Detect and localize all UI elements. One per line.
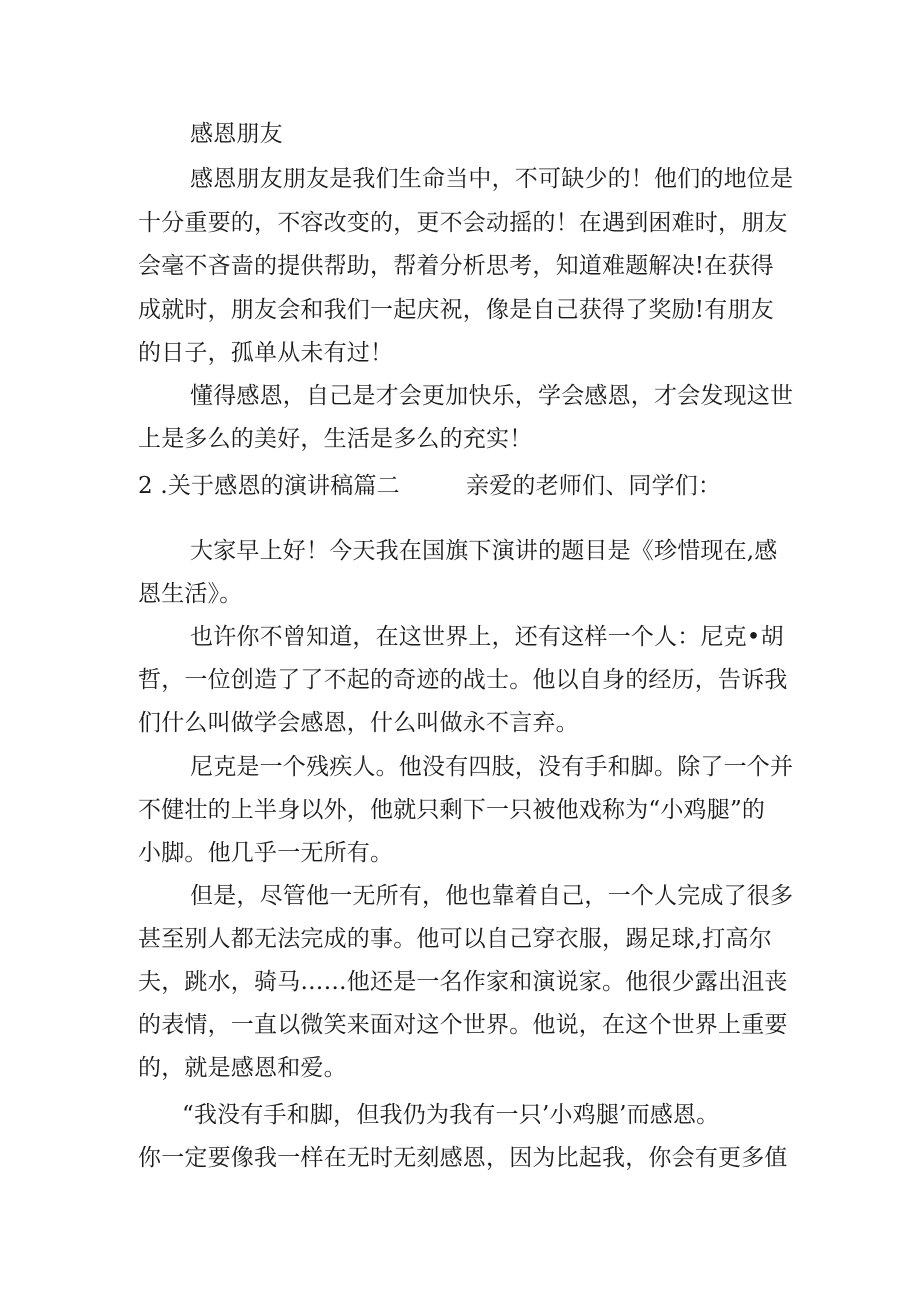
paragraph-line: 的，就是感恩和爱。 (138, 1055, 347, 1081)
paragraph-line: 也许你不曾知道，在这世界上，还有这样一个人：尼克•胡 (190, 624, 784, 650)
paragraph-line: “我没有手和脚，但我仍为我有一只’小鸡腿’而感恩。 (182, 1102, 720, 1128)
paragraph-line: 恩生活》。 (138, 581, 243, 607)
paragraph-line: 哲，一位创造了了不起的奇迹的战士。他以自身的经历，告诉我 (138, 667, 788, 693)
paragraph-line: 大家早上好！今天我在国旗下演讲的题目是《珍惜现在,感 (190, 538, 778, 564)
salutation: 亲爱的老师们、同学们： (466, 473, 722, 499)
paragraph-line: 夫，跳水，骑马……他还是一名作家和演说家。他很少露出沮丧 (138, 969, 788, 995)
paragraph-line: 十分重要的，不容改变的，更不会动摇的！在遇到困难时，朋友 (138, 210, 788, 236)
paragraph-line: 甚至别人都无法完成的事。他可以自己穿衣服，踢足球,打高尔 (138, 926, 772, 952)
paragraph-line: 懂得感恩，自己是才会更加快乐，学会感恩，才会发现这世 (190, 383, 794, 409)
paragraph-line: 上是多么的美好，生活是多么的充实！ (138, 426, 533, 452)
paragraph-line: 感恩朋友朋友是我们生命当中，不可缺少的！他们的地位是 (190, 166, 794, 192)
section-title: 感恩朋友 (190, 121, 283, 147)
paragraph-line: 尼克是一个残疾人。他没有四肢，没有手和脚。除了一个并 (190, 754, 794, 780)
section-heading: 2 .关于感恩的演讲稿篇二 (138, 473, 400, 499)
paragraph-line: 的日子，孤单从未有过！ (138, 340, 394, 366)
paragraph-line: 的表情，一直以微笑来面对这个世界。他说，在这个世界上重要 (138, 1012, 788, 1038)
paragraph-line: 小脚。他几乎一无所有。 (138, 840, 394, 866)
paragraph-line: 不健壮的上半身以外，他就只剩下一只被他戏称为“小鸡腿”的 (138, 797, 766, 823)
paragraph-line: 们什么叫做学会感恩，什么叫做永不言弃。 (138, 710, 579, 736)
paragraph-line: 你一定要像我一样在无时无刻感恩，因为比起我，你会有更多值 (138, 1145, 788, 1171)
paragraph-line: 会毫不吝啬的提供帮助，帮着分析思考，知道难题解决!在获得 (138, 253, 774, 279)
paragraph-line: 但是，尽管他一无所有，他也靠着自己，一个人完成了很多 (190, 883, 794, 909)
paragraph-line: 成就时，朋友会和我们一起庆祝，像是自己获得了奖励!有朋友 (138, 297, 774, 323)
